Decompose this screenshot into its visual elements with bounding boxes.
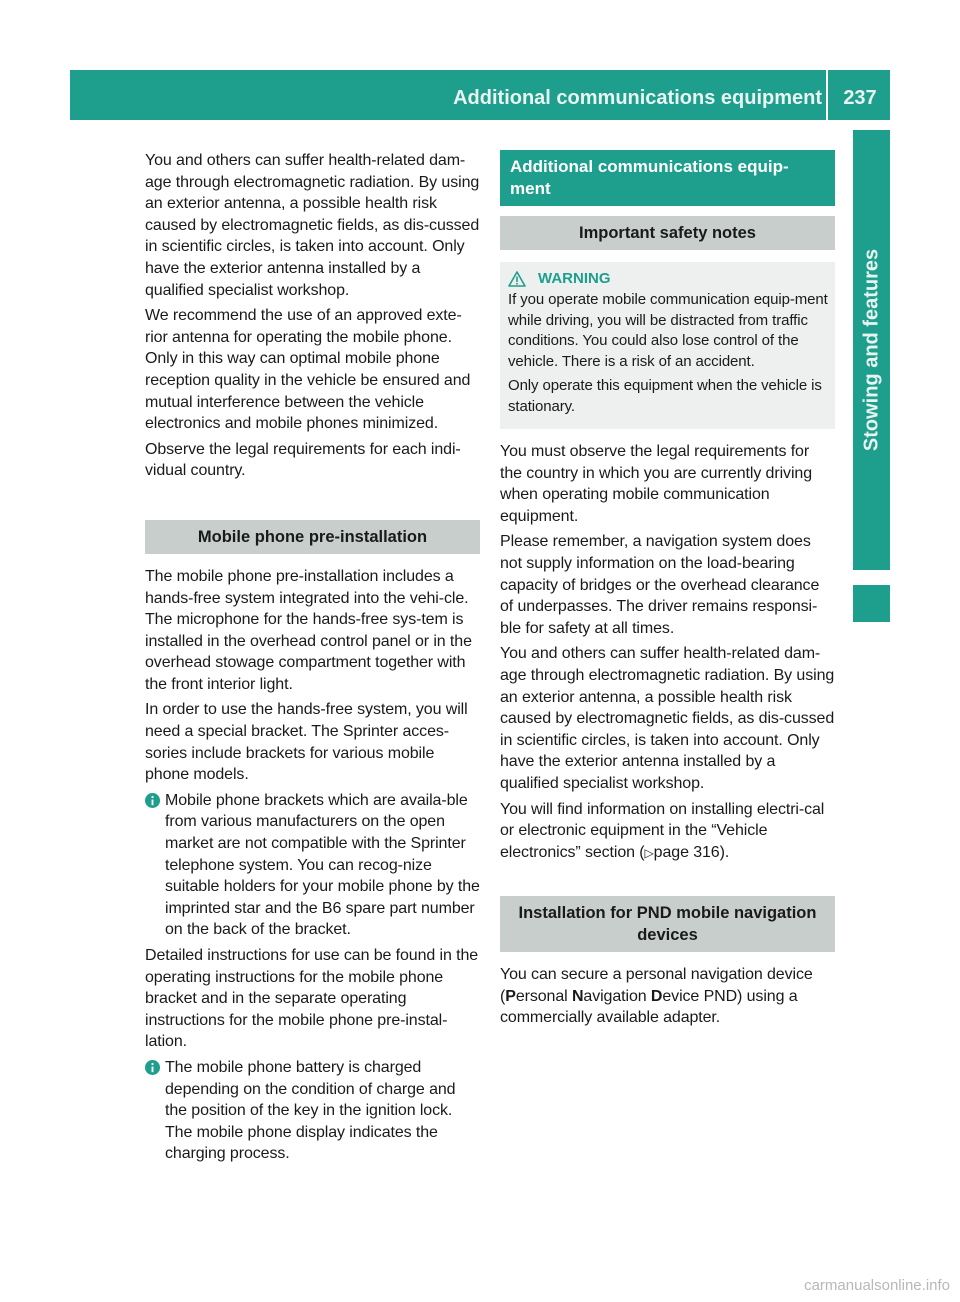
- chapter-side-tab-label: Stowing and features: [860, 248, 882, 452]
- page-number: 237: [843, 87, 877, 109]
- reference-text: You will find information on installing electri-cal or electronic equipment in the “Vehicle electronics” section (: [500, 800, 825, 861]
- pnd-text: ersonal: [515, 987, 572, 1005]
- section-heading-safety-notes: Important safety notes: [500, 216, 835, 250]
- info-note: [145, 1057, 480, 1165]
- pnd-text: avigation: [583, 987, 651, 1005]
- pnd-acronym-letter: P: [505, 987, 516, 1005]
- paragraph-with-page-reference: [500, 799, 835, 865]
- paragraph: The mobile phone pre-installation includes a hands-free system integrated into the vehi-cle. The microphone for the hands-free sys-tem is installed in the overhead control panel or in the overhead stowage compartment together with the front interior light.: [145, 567, 472, 693]
- warning-triangle-icon: [508, 271, 526, 287]
- pnd-bracket: (: [500, 987, 506, 1005]
- paragraph: You and others can suffer health-related dam-age through electromagnetic radiation. By using an exterior antenna, a possible health risk caused by electromagnetic fields, as dis-cussed in scientific circles, is taken into account. Only have the exterior antenna installed by a qualified specialist workshop.: [145, 152, 480, 299]
- header-title: Additional communications equipment: [453, 87, 822, 109]
- section-heading-mobile-preinstallation: Mobile phone pre-installation: [145, 520, 480, 554]
- warning-label: WARNING: [538, 270, 611, 287]
- page-reference-link[interactable]: page 316).: [653, 843, 730, 861]
- warning-text: Only operate this equipment when the vehicle is stationary.: [508, 377, 822, 415]
- right-column: [500, 150, 835, 1033]
- info-text: Mobile phone brackets which are availa-ble from various manufacturers on the open market are not compatible with the Sprinter telephone system. You can recog-nize suitable holders for your mobile phone by the imprinted star and the B6 spare part number on the back of the bracket.: [165, 791, 480, 939]
- left-column: [145, 150, 480, 1169]
- pnd-acronym-letter: N: [571, 987, 584, 1005]
- paragraph: Please remember, a navigation system does not supply information on the load-bearing capacity of bridges or the overhead clearance of underpasses. The driver remains responsi-ble for safety at all times.: [500, 533, 820, 637]
- info-icon: [145, 1060, 160, 1075]
- paragraph: We recommend the use of an approved exte-rior antenna for operating the mobile phone. Only in this way can optimal mobile phone reception quality in the vehicle be ensured and mutual interference between the vehicle electronics and mobile phones minimized.: [145, 307, 471, 433]
- chapter-side-tab[interactable]: [853, 130, 890, 570]
- paragraph: Detailed instructions for use can be found in the operating instructions for the mobile phone bracket and in the separate operating instructions for the mobile phone pre-instal-lation.: [145, 947, 479, 1051]
- chapter-marker: [853, 585, 890, 622]
- warning-header: [508, 270, 829, 287]
- paragraph: [500, 964, 835, 1029]
- header-divider: [826, 70, 828, 120]
- pnd-acronym-letter: D: [650, 987, 663, 1005]
- info-note: [145, 790, 480, 941]
- section-heading-pnd-installation: Installation for PND mobile navigation devices: [500, 896, 835, 952]
- warning-box: [500, 262, 835, 429]
- page-header: [70, 70, 890, 120]
- page-reference-arrow-icon: ▷: [644, 845, 654, 860]
- info-icon: [145, 793, 160, 808]
- warning-text: If you operate mobile communication equip-ment while driving, you will be distracted from traffic conditions. You could also lose control of the vehicle. There is a risk of an accident.: [508, 291, 828, 370]
- paragraph: Observe the legal requirements for each indi-vidual country.: [145, 440, 461, 480]
- paragraph: In order to use the hands-free system, you will need a special bracket. The Sprinter acces-sories include brackets for various mobile phone models.: [145, 701, 468, 784]
- info-text: The mobile phone battery is charged depending on the condition of charge and the position of the key in the ignition lock. The mobile phone display indicates the charging process.: [165, 1058, 456, 1163]
- paragraph: You must observe the legal requirements for the country in which you are currently driving when operating mobile communication equipment.: [500, 443, 812, 525]
- watermark: carmanualsonline.info: [804, 1277, 950, 1294]
- chapter-heading: Additional communications equip-ment: [500, 150, 835, 206]
- pnd-lead: You can secure a personal navigation device: [500, 966, 813, 984]
- pnd-text: evice PND) using a commercially available adapter.: [500, 987, 798, 1027]
- paragraph: You and others can suffer health-related dam-age through electromagnetic radiation. By using an exterior antenna, a possible health risk caused by electromagnetic fields, as dis-cussed in scientific circles, is taken into account. Only have the exterior antenna installed by a qualified specialist workshop.: [500, 645, 835, 792]
